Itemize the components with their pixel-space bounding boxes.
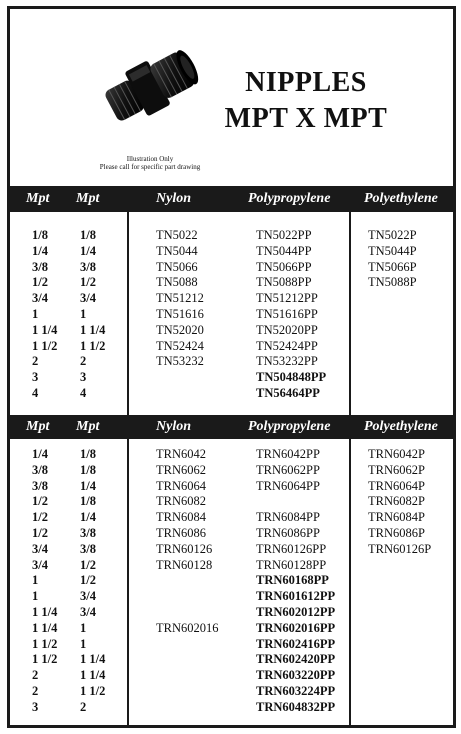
part-number-cell: TN5088P bbox=[368, 275, 417, 290]
part-number-cell: TN5066P bbox=[368, 259, 417, 274]
part-number-cell: TRN60126 bbox=[156, 541, 213, 556]
mpt-size-cell: 4 bbox=[32, 385, 39, 400]
mpt-size-cell: 1 bbox=[80, 306, 87, 321]
section2-polyethylene-column bbox=[368, 447, 431, 558]
part-number-cell: TRN6062PP bbox=[256, 462, 320, 477]
mpt-size-cell: 1/2 bbox=[80, 573, 96, 588]
mpt-size-cell: 3/8 bbox=[32, 259, 48, 274]
drawing-request-note: Please call for specific part drawing bbox=[99, 163, 201, 171]
part-number-cell: TRN6064PP bbox=[256, 478, 320, 493]
part-number-cell: TN5044P bbox=[368, 243, 417, 258]
part-number-cell: TN51212PP bbox=[256, 291, 318, 306]
part-number-cell: TN5066 bbox=[156, 259, 198, 274]
part-number-cell: TN51616PP bbox=[256, 306, 318, 321]
part-number-cell: TRN602420PP bbox=[256, 652, 336, 667]
part-number-cell: TRN602416PP bbox=[256, 636, 336, 651]
part-number-cell: TRN6086P bbox=[368, 525, 425, 540]
page-header bbox=[10, 9, 453, 186]
col-header-mpt-b: Mpt bbox=[76, 419, 100, 434]
part-number-cell: TN504848PP bbox=[256, 370, 327, 385]
section1-polypropylene-column bbox=[256, 228, 326, 402]
mpt-size-cell: 1 1/4 bbox=[80, 322, 106, 337]
part-number-cell: TRN6086 bbox=[156, 525, 206, 540]
part-number-cell: TRN6082 bbox=[156, 494, 206, 509]
mpt-size-cell: 3 bbox=[32, 370, 39, 385]
part-number-cell: TN5022P bbox=[368, 228, 417, 242]
part-number-cell: TN5066PP bbox=[256, 259, 312, 274]
col-header-nylon: Nylon bbox=[156, 191, 191, 206]
mpt-size-cell: 1/2 bbox=[80, 275, 96, 290]
part-number-cell bbox=[156, 605, 219, 621]
mpt-size-cell: 1 bbox=[32, 306, 39, 321]
mpt-size-cell: 2 bbox=[80, 354, 87, 369]
mpt-size-cell: 4 bbox=[80, 385, 87, 400]
part-number-cell: TRN60128PP bbox=[256, 557, 327, 572]
mpt-size-cell: 1 1/2 bbox=[32, 636, 58, 651]
mpt-size-cell: 1 bbox=[32, 573, 39, 588]
mpt-size-cell: 1/8 bbox=[80, 228, 96, 242]
part-number-cell: TN52424 bbox=[156, 338, 204, 353]
section2-header-row bbox=[10, 415, 453, 439]
mpt-size-cell: 3 bbox=[32, 699, 39, 714]
mpt-size-cell: 1 bbox=[80, 636, 87, 651]
mpt-size-cell: 1 1/2 bbox=[80, 338, 106, 353]
part-number-cell: TN51616 bbox=[156, 306, 204, 321]
part-number-cell: TRN601612PP bbox=[256, 589, 336, 604]
part-number-cell: TN5022PP bbox=[256, 228, 312, 242]
part-number-cell: TRN6082P bbox=[368, 494, 425, 509]
mpt-size-cell: 1/4 bbox=[80, 510, 96, 525]
section1-polyethylene-column bbox=[368, 228, 417, 291]
part-number-cell: TRN6062P bbox=[368, 462, 425, 477]
part-number-cell: TRN6084 bbox=[156, 510, 206, 525]
section2-polypropylene-column bbox=[256, 447, 335, 716]
mpt-size-cell: 2 bbox=[32, 668, 39, 683]
part-number-cell: TRN6042PP bbox=[256, 447, 320, 461]
mpt-size-cell: 1/8 bbox=[80, 447, 96, 461]
col-header-mpt-a: Mpt bbox=[26, 191, 50, 206]
part-number-cell: TN52020 bbox=[156, 322, 204, 337]
mpt-size-cell: 3/4 bbox=[32, 557, 48, 572]
part-number-cell: TRN602016 bbox=[156, 620, 219, 635]
mpt-size-cell: 1/8 bbox=[80, 462, 96, 477]
part-number-cell: TN5044PP bbox=[256, 243, 312, 258]
mpt-size-cell: 1 1/4 bbox=[32, 620, 58, 635]
pipe-nipple-image bbox=[100, 43, 204, 129]
col-header-mpt-a: Mpt bbox=[26, 419, 50, 434]
mpt-size-cell: 3/4 bbox=[32, 541, 48, 556]
mpt-size-cell: 1/2 bbox=[32, 525, 48, 540]
part-number-cell: TRN6086PP bbox=[256, 525, 320, 540]
part-number-cell: TRN60126PP bbox=[256, 541, 327, 556]
mpt-size-cell: 3/8 bbox=[80, 525, 96, 540]
part-number-cell: TRN602016PP bbox=[256, 620, 336, 635]
part-number-cell: TRN6042P bbox=[368, 447, 425, 461]
col-header-polypropylene: Polypropylene bbox=[248, 419, 331, 434]
part-number-cell: TRN602012PP bbox=[256, 604, 336, 619]
column-divider bbox=[127, 439, 129, 728]
col-header-polyethylene: Polyethylene bbox=[364, 419, 438, 434]
mpt-size-cell: 1 bbox=[32, 589, 39, 604]
part-number-cell: TRN603224PP bbox=[256, 683, 336, 698]
mpt-size-cell: 3/4 bbox=[80, 291, 96, 306]
mpt-size-cell: 1/8 bbox=[32, 228, 48, 242]
part-number-cell: TN51212 bbox=[156, 291, 204, 306]
part-number-cell bbox=[156, 573, 219, 589]
mpt-size-cell: 1 bbox=[80, 620, 87, 635]
col-header-nylon: Nylon bbox=[156, 419, 191, 434]
mpt-size-cell: 1 1/2 bbox=[80, 683, 106, 698]
mpt-size-cell: 1 1/4 bbox=[32, 322, 58, 337]
mpt-size-cell: 1 1/4 bbox=[80, 652, 106, 667]
mpt-size-cell: 1/2 bbox=[32, 275, 48, 290]
col-header-polyethylene: Polyethylene bbox=[364, 191, 438, 206]
part-number-cell: TRN603220PP bbox=[256, 668, 336, 683]
col-header-mpt-b: Mpt bbox=[76, 191, 100, 206]
mpt-size-cell: 1/2 bbox=[32, 510, 48, 525]
part-number-cell: TRN6084PP bbox=[256, 510, 320, 525]
part-number-cell bbox=[156, 589, 219, 605]
part-number-cell: TRN604832PP bbox=[256, 699, 336, 714]
part-number-cell: TRN6062 bbox=[156, 462, 206, 477]
column-divider bbox=[349, 212, 351, 415]
part-number-cell: TRN60128 bbox=[156, 557, 213, 572]
catalog-page bbox=[7, 6, 456, 728]
section1-mpt-a-column bbox=[32, 228, 57, 402]
part-number-cell: TN52424PP bbox=[256, 338, 318, 353]
mpt-size-cell: 1/4 bbox=[80, 243, 96, 258]
mpt-size-cell: 3/4 bbox=[80, 589, 96, 604]
part-number-cell: TRN6064P bbox=[368, 478, 425, 493]
section1-nylon-column bbox=[156, 228, 204, 370]
mpt-size-cell: 2 bbox=[32, 354, 39, 369]
mpt-size-cell: 3/8 bbox=[32, 462, 48, 477]
section2-mpt-b-column bbox=[80, 447, 105, 716]
mpt-size-cell: 3 bbox=[80, 370, 87, 385]
mpt-size-cell: 3/4 bbox=[80, 604, 96, 619]
part-number-cell: TN53232 bbox=[156, 354, 204, 369]
illustration-note: Illustration Only bbox=[126, 155, 174, 163]
mpt-size-cell: 1/4 bbox=[80, 478, 96, 493]
mpt-size-cell: 1 1/4 bbox=[32, 604, 58, 619]
mpt-size-cell: 3/8 bbox=[80, 541, 96, 556]
part-number-cell: TN5044 bbox=[156, 243, 198, 258]
part-number-cell: TRN6042 bbox=[156, 447, 206, 461]
part-number-cell: TRN60126P bbox=[368, 541, 432, 556]
mpt-size-cell: 3/4 bbox=[32, 291, 48, 306]
title-line-1: NIPPLES bbox=[245, 67, 367, 98]
part-number-cell: TN56464PP bbox=[256, 385, 320, 400]
part-number-cell: TRN60168PP bbox=[256, 573, 329, 588]
part-number-cell: TRN6084P bbox=[368, 510, 425, 525]
mpt-size-cell: 1/8 bbox=[80, 494, 96, 509]
section1-mpt-b-column bbox=[80, 228, 105, 402]
column-divider bbox=[349, 439, 351, 728]
part-number-cell: TN5088PP bbox=[256, 275, 312, 290]
part-number-cell: TN5022 bbox=[156, 228, 198, 242]
mpt-size-cell: 3/8 bbox=[32, 478, 48, 493]
column-divider bbox=[127, 212, 129, 415]
mpt-size-cell: 1 1/4 bbox=[80, 668, 106, 683]
section2-mpt-a-column bbox=[32, 447, 57, 716]
mpt-size-cell: 1 1/2 bbox=[32, 338, 58, 353]
mpt-size-cell: 2 bbox=[80, 699, 87, 714]
mpt-size-cell: 1/2 bbox=[32, 494, 48, 509]
title-line-2: MPT X MPT bbox=[224, 103, 388, 134]
part-number-cell: TN53232PP bbox=[256, 354, 318, 369]
mpt-size-cell: 3/8 bbox=[80, 259, 96, 274]
mpt-size-cell: 1/4 bbox=[32, 243, 48, 258]
col-header-polypropylene: Polypropylene bbox=[248, 191, 331, 206]
part-number-cell: TN52020PP bbox=[256, 322, 318, 337]
part-number-cell: TRN6064 bbox=[156, 478, 206, 493]
mpt-size-cell: 1/2 bbox=[80, 557, 96, 572]
part-number-cell: TN5088 bbox=[156, 275, 198, 290]
mpt-size-cell: 1 1/2 bbox=[32, 652, 58, 667]
mpt-size-cell: 2 bbox=[32, 683, 39, 698]
section1-header-row bbox=[10, 186, 453, 212]
part-number-cell bbox=[256, 494, 335, 510]
mpt-size-cell: 1/4 bbox=[32, 447, 48, 461]
section2-nylon-column bbox=[156, 447, 219, 637]
